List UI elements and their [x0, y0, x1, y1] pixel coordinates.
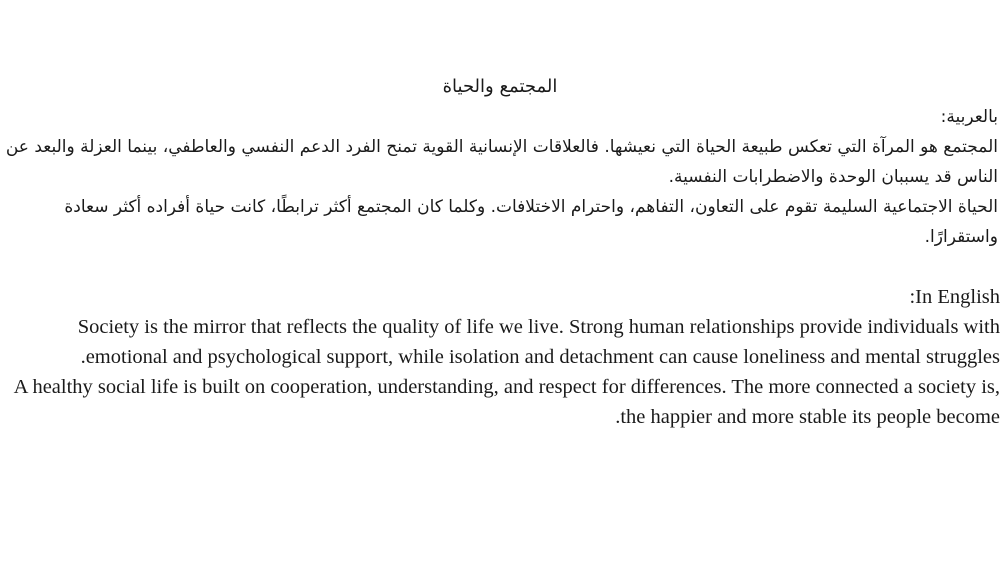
document-body: [0, 72, 1000, 432]
arabic-section-label: بالعربية:: [940, 107, 998, 127]
english-paragraph-2: A healthy social life is built on cooperation, understanding, and respect for differences. The more connected a society is, the happier and more stable its people become.: [13, 376, 1000, 428]
section-spacer: [0, 252, 1000, 282]
arabic-paragraph-2: الحياة الاجتماعية السليمة تقوم على التعاون، التفاهم، واحترام الاختلافات. وكلما كان المجتمع أكثر ترابطًا، كانت حياة أفراده أكثر سعادة واستقرارًا.: [64, 197, 998, 247]
arabic-section: [0, 102, 1000, 252]
arabic-paragraph-1: المجتمع هو المرآة التي تعكس طبيعة الحياة التي نعيشها. فالعلاقات الإنسانية القوية تمنح الفرد الدعم النفسي والعاطفي، بينما العزلة والبعد عن الناس قد يسببان الوحدة والاضطرابات النفسية.: [5, 137, 998, 187]
english-paragraph-1: Society is the mirror that reflects the quality of life we live. Strong human relationships provide individuals with emotional and psychological support, while isolation and detachment can cause loneliness and mental struggles.: [77, 316, 1000, 368]
document-title: المجتمع والحياة: [442, 76, 558, 97]
english-section: [0, 282, 1000, 432]
english-section-label: In English:: [909, 286, 1000, 308]
